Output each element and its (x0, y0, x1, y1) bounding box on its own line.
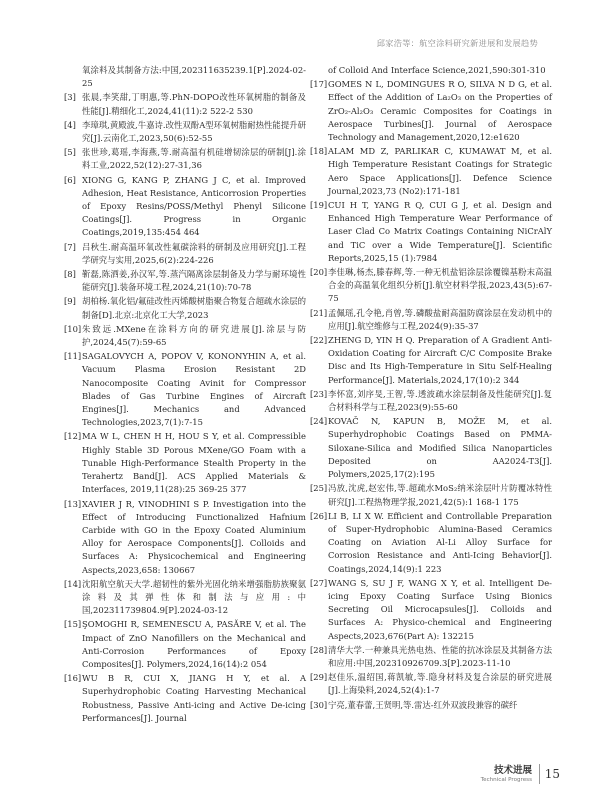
journal-section-label (481, 762, 532, 783)
reference-entry (310, 145, 552, 198)
footer-divider (539, 764, 540, 784)
reference-number: [10] (64, 323, 82, 334)
reference-entry (310, 510, 552, 576)
reference-entry (64, 498, 306, 577)
reference-entry (64, 350, 306, 429)
reference-number: [24] (310, 416, 328, 427)
reference-number: [12] (64, 431, 82, 442)
reference-text: 李怀富,刘序旻,王智,等.透波疏水涂层制备及性能研究[J].复合材料科学与工程,2023(9):55-60 (328, 388, 552, 413)
reference-number: [27] (310, 577, 328, 588)
reference-number: [30] (310, 699, 328, 710)
reference-text: 宁亮,董春蕾,王贤明,等.雷达-红外双波段兼容的碳纤 (328, 699, 518, 710)
reference-entry (64, 618, 306, 671)
reference-number: [20] (310, 267, 328, 278)
reference-text: 清华大学.一种兼具光热电热、性能的抗冰涂层及其制备方法和应用:中国,202310926709.3[P].2023-11-10 (328, 644, 552, 668)
reference-number: [13] (64, 498, 82, 509)
reference-entry (310, 415, 552, 481)
reference-number: [9] (64, 296, 76, 307)
reference-text: 赵佳乐,温绍国,蒋凯敏,等.隐身材料及复合涂层的研究进展[J].上海染料,2024,52(4):1-7 (328, 672, 552, 696)
reference-number: [26] (310, 510, 328, 521)
reference-text: 张世珍,葛瑶,李海燕,等.耐高温有机硅增韧涂层的研制[J].涂料工业,2022,52(12):27-31,36 (82, 147, 306, 171)
reference-entry (64, 146, 306, 172)
reference-number: [5] (64, 147, 76, 158)
reference-number: [14] (64, 578, 82, 589)
reference-entry (310, 334, 552, 387)
reference-continuation (64, 64, 306, 90)
reference-number: [11] (64, 351, 82, 362)
reference-entry (64, 578, 306, 618)
reference-number: [29] (310, 672, 328, 683)
reference-text: 冯放,沈虎,赵宏伟,等.超疏水MoS₂纳米涂层叶片防覆冰特性研究[J].工程热物理学报,2021,42(5):1 168-1 175 (328, 483, 552, 507)
reference-entry (64, 268, 306, 294)
reference-text: CUI H T, YANG R Q, CUI G J, et al. Design and Enhanced High Temperature Wear Performance of Laser Clad Co Matrix Coatings Containing NiCrAlY and TiC over a Wide Temperature[J]. Scientific Reports,2025,15 (1):7984 (328, 200, 552, 263)
reference-text: XAVIER J R, VINODHINI S P. Investigation into the Effect of Introducing Functionalized Hafnium Carbide with GO in the Epoxy Coated Aluminium Alloy for Aerospace Components[J]. Colloids and Surfaces A: Physicochemical and Engineering Aspects,2023,658: 130667 (82, 498, 306, 575)
reference-entry (64, 430, 306, 496)
reference-number: [21] (310, 307, 328, 318)
reference-number: [6] (64, 174, 76, 185)
reference-entry (64, 174, 306, 240)
reference-entry (64, 295, 306, 321)
reference-number: [28] (310, 644, 328, 655)
reference-entry (64, 91, 306, 117)
reference-text: SAGALOVYCH A, POPOV V, KONONYHIN A, et al. Vacuum Plasma Erosion Resistant 2D Nanocomposite Coating Avinit for Compressor Blades of Gas Turbine Engines of Aircraft Engines[J]. Mechanics and Advanced Technologies,2023,7(1):7-15 (82, 351, 306, 428)
reference-text: 靳磊,陈洒姜,孙汉军,等.蒸汽隔离涂层制备及力学与耐环境性能研究[J].装备环境工程,2024,21(10):70-78 (82, 269, 306, 293)
reference-text: 沈阳航空航天大学.超韧性的紫外光固化纳米增强脂肪族聚氨涂料及其弹性体和制法与应用:中国,202311739804.9[P].2024-03-12 (82, 578, 306, 616)
journal-section-title: 技术进展 (493, 765, 532, 776)
reference-number: [18] (310, 146, 328, 157)
reference-number: [8] (64, 269, 76, 280)
reference-entry (64, 119, 306, 145)
reference-number: [4] (64, 119, 76, 130)
reference-text: KOVAČ N, KAPUN B, MOŽE M, et al. Superhydrophobic Coatings Based on PMMA-Siloxane-Silica and Modified Silica Nanoparticles Deposited on AA2024-T3[J]. Polymers,2025,17(2):195 (328, 416, 552, 480)
reference-continuation (310, 64, 552, 77)
reference-entry (310, 388, 552, 414)
reference-text: 朱致远.MXene在涂料方向的研究进展[J].涂层与防护,2024,45(7):59-65 (82, 323, 306, 348)
reference-entry (64, 241, 306, 267)
reference-number: [22] (310, 335, 328, 346)
reference-number: [25] (310, 483, 328, 494)
reference-text: 吕秋生.耐高温环氧改性氟碳涂料的研制及应用研究[J].工程学研究与实用,2025,6(2):224-226 (82, 241, 306, 265)
reference-number: [19] (310, 200, 328, 211)
reference-text: 张晨,李笑甜,丁明惠,等.PhN-DOPO改性环氧树脂的制备及性能[J].精细化工,2024,41(11):2 522-2 530 (82, 92, 306, 116)
reference-number: [7] (64, 241, 76, 252)
reference-text: ALAM MD Z, PARLIKAR C, KUMAWAT M, et al. High Temperature Resistant Coatings for Strategic Aero Space Applications[J]. Defence Science Journal,2023,73 (No2):171-181 (328, 146, 552, 196)
reference-text: 李璋琪,黄殿波,牛嘉诗.改性双酚A型环氧树脂耐热性能提升研究[J].云南化工,2023,50(6):52-55 (82, 119, 306, 144)
reference-number: [17] (310, 79, 328, 90)
reference-text: LI B, LI X W. Efficient and Controllable Preparation of Super-Hydrophobic Alumina-Based Ceramics Coating on Aviation Al-Li Alloy Surface for Corrosion Resistance and Anti-Icing Behavior[J]. Coatings,2024,14(9):1 223 (328, 510, 552, 574)
running-header: 邱家浩等：航空涂料研究新进展和发展趋势 (376, 38, 538, 48)
reference-text: 李佳琳,杨杰,滕春辉,等.一种无机盐铝涂层涂覆镍基粉末高温合金的高温氧化组织分析[J].航空材料学报,2023,43(5):67-75 (328, 267, 552, 304)
reference-text: WU B R, CUI X, JIANG H Y, et al. A Superhydrophobic Coating Harvesting Mechanical Robustness, Passive Anti-icing and Active De-icing Performances[J]. Journal (82, 673, 306, 723)
reference-entry (310, 78, 552, 144)
reference-entry (310, 266, 552, 306)
reference-number: [3] (64, 92, 76, 103)
reference-entry (64, 672, 306, 725)
reference-entry (310, 199, 552, 265)
reference-text: WANG S, SU J F, WANG X Y, et al. Intelligent De-icing Epoxy Coating Surface Using Bionics Secreting Oil Microcapsules[J]. Colloids and Surfaces A: Physico-chemical and Engineering Aspects,2023,676(Part A): 132215 (328, 577, 552, 641)
reference-number: [15] (64, 619, 82, 630)
reference-entry (310, 577, 552, 643)
reference-number: [23] (310, 388, 328, 399)
reference-text: GOMES N L, DOMINGUES R O, SILVA N D G, et al. Effect of the Addition of La₂O₃ on the Properties of ZrO₂-Al₂O₃ Ceramic Composites for Coatings in Aerospace Turbines[J]. Journal of Aerospace Technology and Management,2020,12:e1620 (328, 79, 552, 143)
reference-text: ŞOMOGHI R, SEMENESCU A, PASĂRE V, et al. The Impact of ZnO Nanofillers on the Mechanical and Anti-Corrosion Performances of Epoxy Composites[J]. Polymers,2024,16(14):2 054 (82, 619, 306, 669)
reference-text: ZHENG D, YIN H Q. Preparation of A Gradient Anti-Oxidation Coating for Aircraft C/C Composite Brake Disc and Its High-Temperature in Situ Self-Healing Performance[J]. Materials,2024,17(10):2 344 (328, 335, 552, 385)
reference-number: [16] (64, 673, 82, 684)
reference-text: of Colloid And Interface Science,2021,590:301-310 (328, 65, 546, 75)
reference-column-left (64, 64, 306, 726)
reference-text: 氧涂料及其制备方法:中国,202311635239.1[P].2024-02-25 (82, 65, 306, 89)
reference-entry (64, 323, 306, 349)
reference-text: 胡柏杨.氧化铝/氟硅改性丙烯酸树脂聚合物复合超疏水涂层的制备[D].北京:北京化工大学,2023 (82, 296, 306, 320)
reference-column-right (310, 64, 552, 713)
page-number: 15 (544, 767, 560, 781)
reference-entry (310, 699, 552, 712)
reference-entry (310, 671, 552, 697)
reference-entry (310, 482, 552, 508)
reference-text: XIONG G, KANG P, ZHANG J C, et al. Improved Adhesion, Heat Resistance, Anticorrosion Properties of Epoxy Resins/POSS/Methyl Phenyl Silicone Coatings[J]. Progress in Organic Coatings,2019,135:454 464 (82, 174, 306, 238)
journal-section-subtitle: Technical Progress (480, 777, 532, 783)
reference-text: 孟佩瑶,孔令艳,肖曾,等.磷酸盐耐高温防腐涂层在发动机中的应用[J].航空维修与工程,2024(9):35-37 (328, 307, 552, 331)
reference-entry (310, 644, 552, 670)
reference-entry (310, 307, 552, 333)
reference-text: MA W L, CHEN H H, HOU S Y, et al. Compressible Highly Stable 3D Porous MXene/GO Foam with a Tunable High-Performance Stealth Property in the Terahertz Band[J]. ACS Applied Materials & Interfaces, 2019,11(28):25 369-25 377 (82, 431, 306, 495)
